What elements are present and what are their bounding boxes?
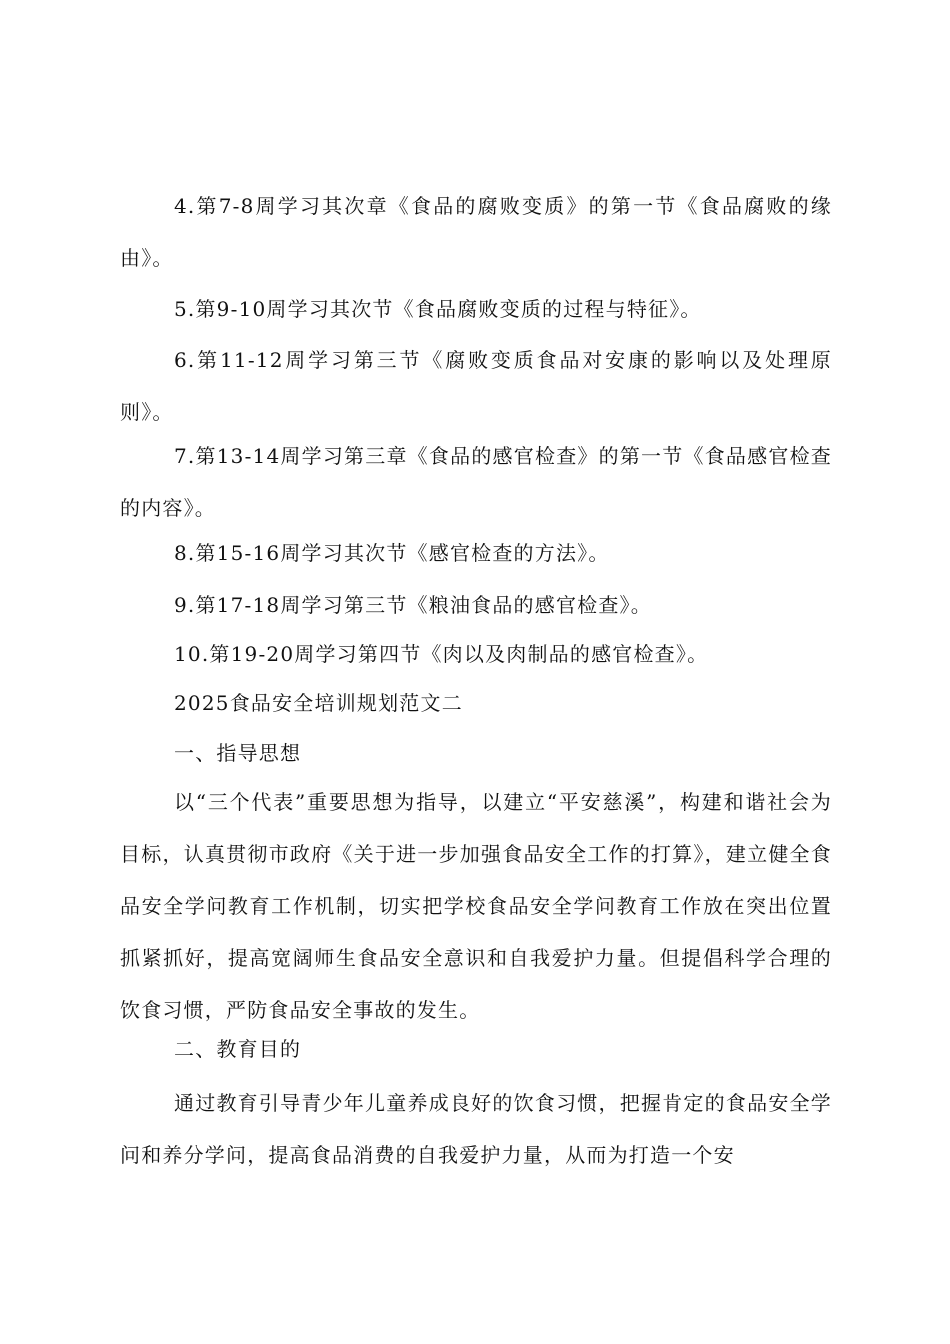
paragraph-item-8: 8.第15-16周学习其次节《感官检查的方法》。 [174, 541, 610, 565]
section-title-sample-two: 2025食品安全培训规划范文二 [174, 691, 463, 715]
paragraph-item-9: 9.第17-18周学习第三节《粮油食品的感官检查》。 [174, 593, 652, 617]
paragraph-item-6: 6.第11-12周学习第三节《腐败变质食品对安康的影响以及处理原则》。 [120, 348, 832, 424]
paragraph-education-purpose: 通过教育引导青少年儿童养成良好的饮食习惯，把握肯定的食品安全学问和养分学问，提高食品消费的自我爱护力量，从而为打造一个安 [120, 1091, 832, 1167]
paragraph-guiding-ideology: 以“三个代表”重要思想为指导，以建立“平安慈溪”，构建和谐社会为目标，认真贯彻市政府《关于进一步加强食品安全工作的打算》，建立健全食品安全学问教育工作机制，切实把学校食品安全学问教育工作放在突出位置抓紧抓好，提高宽阔师生食品安全意识和自我爱护力量。但提倡科学合理的饮食习惯，严防食品安全事故的发生。 [120, 790, 832, 1022]
paragraph-item-4: 4.第7-8周学习其次章《食品的腐败变质》的第一节《食品腐败的缘由》。 [120, 194, 832, 270]
heading-education-purpose: 二、教育目的 [174, 1037, 302, 1061]
paragraph-item-7: 7.第13-14周学习第三章《食品的感官检查》的第一节《食品感官检查的内容》。 [120, 444, 832, 520]
paragraph-item-10: 10.第19-20周学习第四节《肉以及肉制品的感官检查》。 [174, 642, 709, 666]
heading-guiding-ideology: 一、指导思想 [174, 741, 302, 765]
paragraph-item-5: 5.第9-10周学习其次节《食品腐败变质的过程与特征》。 [174, 297, 702, 321]
